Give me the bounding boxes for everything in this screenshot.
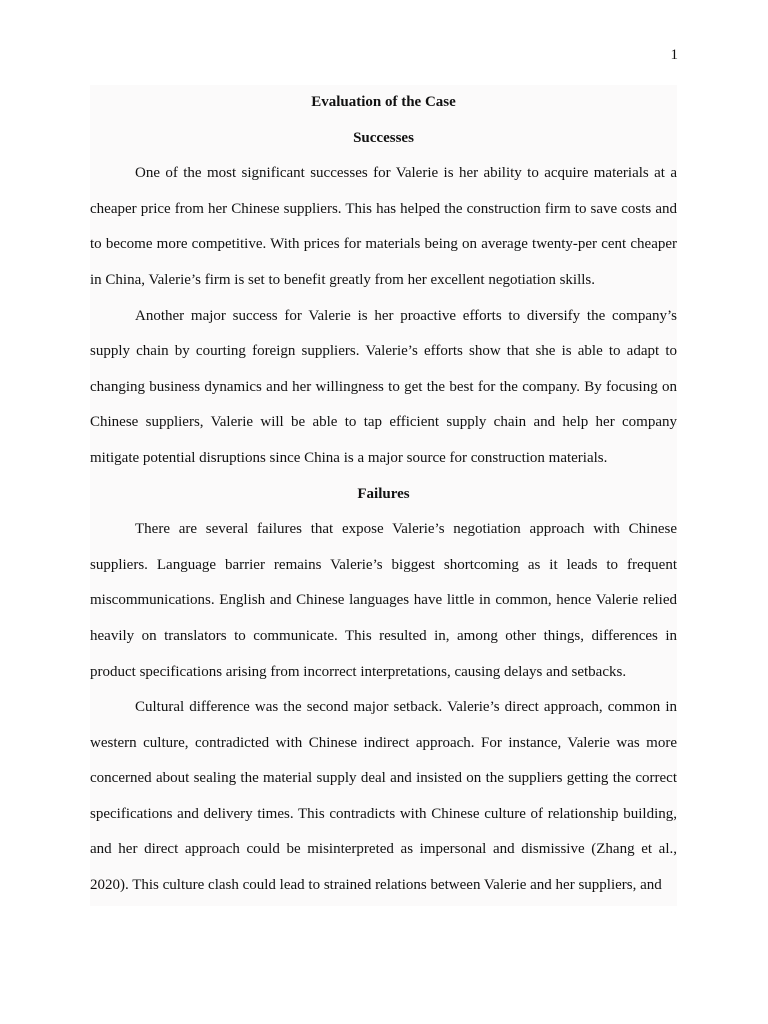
document-title: Evaluation of the Case: [311, 94, 456, 110]
failures-heading: Failures: [357, 485, 410, 502]
successes-heading: Successes: [353, 129, 414, 146]
page-number: 1: [670, 47, 678, 63]
failures-paragraph-2: Cultural difference was the second major setback. Valerie’s direct approach, common in western culture, contradicted with Chinese indirect approach. For instance, Valerie was more concerned about sealing the material supply deal and insisted on the suppliers getting the correct specifications and delivery times. This contradicts with Chinese culture of relationship building, and her direct approach could be misinterpreted as impersonal and dismissive (Zhang et al., 2020). This culture clash could lead to strained relations between Valerie and her suppliers, and: [90, 699, 677, 894]
document-body: [90, 85, 677, 906]
failures-paragraph-1: There are several failures that expose Valerie’s negotiation approach with Chinese suppliers. Language barrier remains Valerie’s biggest shortcoming as it leads to frequent miscommunications. English and Chinese languages have little in common, hence Valerie relied heavily on translators to communicate. This resulted in, among other things, differences in product specifications arising from incorrect interpretations, causing delays and setbacks.: [90, 521, 677, 680]
successes-paragraph-2: Another major success for Valerie is her proactive efforts to diversify the company’s supply chain by courting foreign suppliers. Valerie’s efforts show that she is able to adapt to changing business dynamics and her willingness to get the best for the company. By focusing on Chinese suppliers, Valerie will be able to tap efficient supply chain and help her company mitigate potential disruptions since China is a major source for construction materials.: [90, 307, 677, 466]
successes-paragraph-1: One of the most significant successes for Valerie is her ability to acquire materials at a cheaper price from her Chinese suppliers. This has helped the construction firm to save costs and to become more competitive. With prices for materials being on average twenty-per cent cheaper in China, Valerie’s firm is set to benefit greatly from her excellent negotiation skills.: [90, 165, 677, 288]
